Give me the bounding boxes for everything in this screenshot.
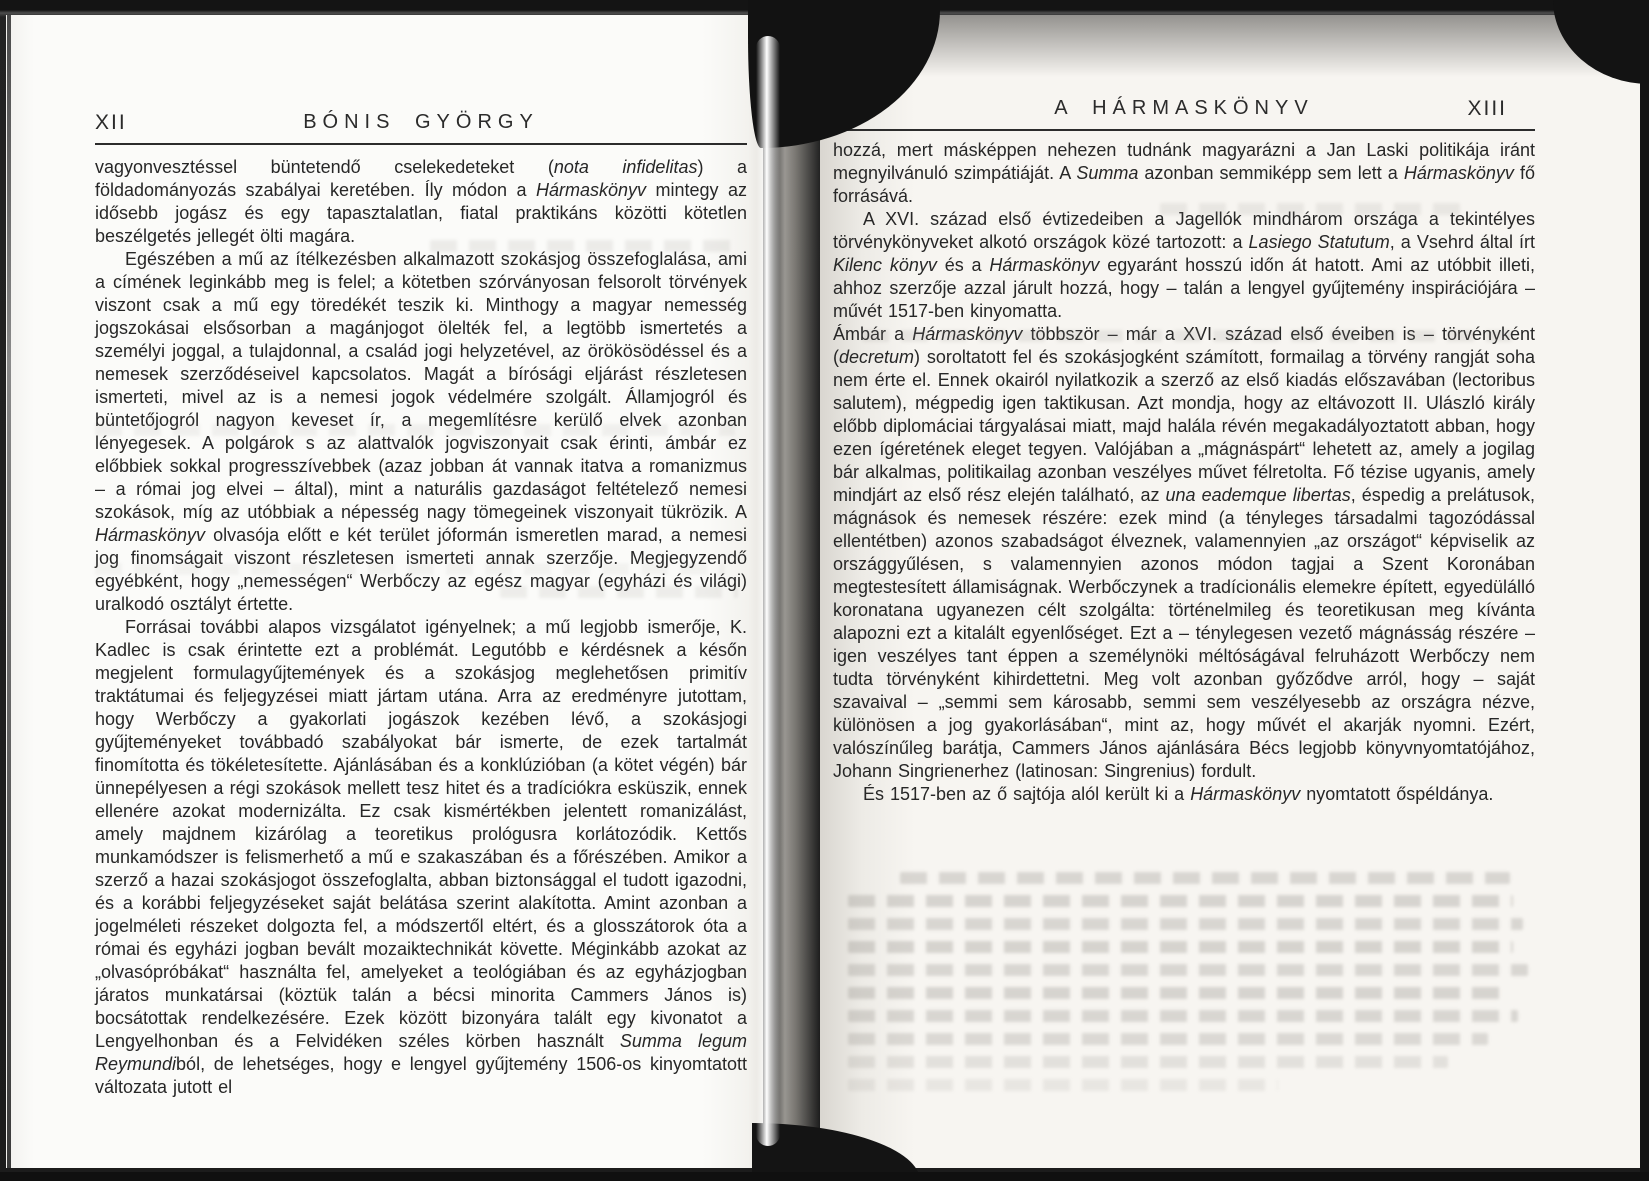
bleedthrough-line [848, 1056, 1448, 1068]
italic-phrase: Kilenc könyv [833, 255, 937, 275]
italic-phrase: Summa legum Reymundi [95, 1031, 747, 1074]
paragraph: Egészében a mű az ítélkezésben alkalmazott szokásjog összefoglalása, ami a címének leginkább meg is felel; a kötetben szórványosan felsorolt törvények viszont csak a mű egy töredékét teszik ki. Minthogy a magyar nemesség jogszokásai elsősorban a magánjogot ölelték fel, a legtöbb ismertetés a személyi joggal, a tulajdonnal, a család jogi helyzetével, az örökösödéssel és a nemesek szerződéseivel kapcsolatos. Magát a bírósági eljárást részletesen ismerteti, mivel az is a nemesi jogok védelmére szolgált. Államjogról és büntetőjogról nagyon keveset ír, a megemlítésre kerülő elvek azonban lényegesek. A polgárok s az alattvalók jogviszonyait csak érinti, ámbár ez előbbiek sokkal progresszívebbek (azaz jobban át vannak itatva a romanizmus – a római jog elvei – által), mint a naturális gazdaságot feltételező nemesi szokások, míg az utóbbiak a népesség nagy tömegeinek viszonyait tükrözik. A Hármaskönyv olvasója előtt e két terület jóformán ismeretlen marad, a nemesi jog finomságait viszont részletesen ismerteti annak szerzője. Megjegyzendő egyébként, hogy „nemességen“ Werbőczy az egész magyar (egyházi és világi) uralkodó osztályt értette. [95, 249, 747, 614]
bleedthrough-line [95, 424, 735, 436]
bleedthrough-line [900, 872, 1510, 884]
bleedthrough-line [848, 964, 1528, 976]
bleedthrough-line [500, 586, 738, 598]
paragraph: Ámbár a Hármaskönyv többször – már a XVI. század első éveiben is – törvényként (decretum) soroltatott fel és szokásjogként számított, formailag a törvény rangját soha nem érte el. Ennek okairól nyilatkozik a szerző az első kiadás előszavában (lectoribus salutem), mégpedig igen taktikusan. Azt mondja, hogy az eltávozott II. Ulászló király előbb diplomáciai tárgyalásai miatt, majd halála révén megakadályoztatott abban, hogy ezen ígéretének eleget tegyen. Valójában a „mágnáspárt“ lehetett az, amely a jogilag bár alkalmas, politikailag azonban veszélyes művet félretolta. Fő tézise ugyanis, amely mindjárt az első rész elején található, az una eademque libertas, éspedig a prelátusok, mágnások és nemesek részére: ezek mind (a tényleges társadalmi tagozódással ellentétben) azonos szabadságot élveznek, valamennyien „az országot“ képviselik az országgyűlésen, s valamennyien azonos módon tagjai a Szent Koronában megtestesített államiságnak. Werbőczynek a tradícionális elemekre épített, egyedülálló koronatana ugyanezen célt szolgálta: történelmileg és teoretikusan meg kívánta alapozni ezt a kitalált egyenlőséget. Ezt a – ténylegesen vezető mágnásság részére – igen veszélyes tant éppen a személynöki méltóságával felruházott Werbőczy nem tudta törvényként kihirdettetni. Meg volt azonban győződve arról, hogy – saját szavaival – „semmi sem károsabb, semmi sem veszélyesebb az országra nézve, különösen a jog gyakorlásában“, mint az, hogy művét el akarják nyomni. Ezért, valószínűleg barátja, Cammers János ajánlására Bécs legjobb könyvnyomtatójához, Johann Singrienerhez (latinosan: Singrenius) fordult. [833, 324, 1536, 781]
right-page-body [833, 139, 1535, 806]
bleedthrough-line [848, 918, 1523, 930]
bleedthrough-line [862, 330, 1512, 342]
italic-phrase: Hármaskönyv [989, 255, 1100, 275]
italic-phrase: Hármaskönyv [536, 180, 647, 200]
scan-left-edge [7, 15, 11, 1168]
left-page-number: XII [95, 111, 127, 134]
bleedthrough-line [848, 1079, 1278, 1091]
italic-phrase: Summa [1076, 163, 1139, 183]
bleedthrough-line [848, 1033, 1488, 1045]
paragraph: hozzá, mert másképpen nehezen tudnánk magyarázni a Jan Laski politikája iránt megnyilvánuló szimpátiáját. A Summa azonban semmiképp sem lett a Hármaskönyv fő forrásává. [833, 140, 1535, 206]
left-page-header [95, 107, 747, 145]
right-page-top-shadow [820, 15, 1642, 77]
bleedthrough-line [848, 1010, 1518, 1022]
bleedthrough-line [848, 941, 1513, 953]
right-running-title: A HÁRMASKÖNYV [1054, 97, 1314, 119]
bleedthrough-line [430, 240, 735, 252]
italic-phrase: Lasiego Statutum [1248, 232, 1390, 252]
scan-bottom-edge [0, 1172, 1649, 1181]
bleedthrough-line [848, 895, 1513, 907]
italic-phrase: decretum [839, 347, 915, 367]
paragraph: És 1517-ben az ő sajtója alól került ki a Hármaskönyv nyomtatott őspéldánya. [863, 784, 1494, 804]
paragraph: Forrásai további alapos vizsgálatot igényelnek; a mű legjobb ismerője, K. Kadlec is csak érintette ezt a problémát. Legutóbb e kérdésnek a későn megjelent formulagyűjtemények és a szokásjog meglehetősen primitív traktátumai és feljegyzései miatt jártam utána. Arra az eredményre jutottam, hogy Werbőczy a gyakorlati jogászok kezében lévő, a szokásjogi gyűjteményeket továbbadó szabályokat bár ismerte, de ezek tartalmát finomította és tökéletesítette. Ajánlásában és a konklúzióban (a kötet végén) bár ünnepélyesen a régi szokások mellett tesz hitet és a tradíciókra esküszik, ennek ellenére azokat modernizálta. Ez csak kismértékben jelentett romanizálást, amely majdnem kizárólag a teoretikus prológusra korlátozódik. Kettős munkamódszer is felismerhető a mű e szakaszában és a főrészében. Amikor a szerző a hazai szokásjogot összefoglalta, abban biztonsággal el tudott igazodni, és a korábbi feljegyzéseket saját belátása szerint alakította. Amint azonban a jogelméleti részeket dolgozta fel, a módszertől eltért, és a glosszátorok óta a római és egyházi jogban bevált mozaiktechnikát követte. Méginkább azokat az „olvasópróbákat“ használta fel, amelyeket a teológiában és az egyházjogban járatos munkatársai (köztük talán a bécsi minorita Cammers János is) bocsátottak rendelkezésére. Ezek között bizonyára talált egy kivonatot a Lengyelhonban és a Felvidéken széles körben használt Summa legum Reymundiból, de lehetséges, hogy e lengyel gyűjtemény 1506-os kinyomtatott változata jutott el [95, 617, 747, 1097]
italic-phrase: una eademque libertas [1165, 485, 1351, 505]
paragraph: vagyonvesztéssel büntetendő cselekedeteket (nota infidelitas) a földadományozás szabályai keretében. Íly módon a Hármaskönyv mintegy az idősebb jogász és egy tapasztalatlan, fiatal praktikáns közötti kötetlen beszélgetés jellegét ölti magára. [95, 157, 747, 246]
left-page-body [95, 156, 747, 1099]
scan-right-edge [1640, 0, 1649, 1181]
bleedthrough-line [848, 987, 1503, 999]
right-page-header [833, 93, 1535, 131]
bleedthrough-line [1160, 203, 1460, 215]
italic-phrase: Hármaskönyv [1190, 784, 1301, 804]
italic-phrase: Hármaskönyv [95, 525, 206, 545]
italic-phrase: Hármaskönyv [1403, 163, 1514, 183]
paragraph: A XVI. század első évtizedeiben a Jagellók mindhárom országa a tekintélyes törvénykönyveket alkotó országok közé tartozott: a Lasiego Statutum, a Vsehrd által írt Kilenc könyv és a Hármaskönyv egyaránt hosszú időn át hatott. Ami az utóbbit illeti, ahhoz szerzője azzal járult hozzá, hogy – talán a lengyel gyűjtemény inspirációjára – művét 1517-ben kinyomatta. [833, 209, 1535, 321]
page-edge-highlight [756, 36, 780, 1146]
right-page-number: XIII [1467, 97, 1507, 120]
italic-phrase: nota infidelitas [553, 157, 698, 177]
bleedthrough-line [95, 563, 725, 575]
left-running-title: BÓNIS GYÖRGY [303, 111, 539, 133]
italic-phrase: Hármaskönyv [912, 324, 1023, 344]
